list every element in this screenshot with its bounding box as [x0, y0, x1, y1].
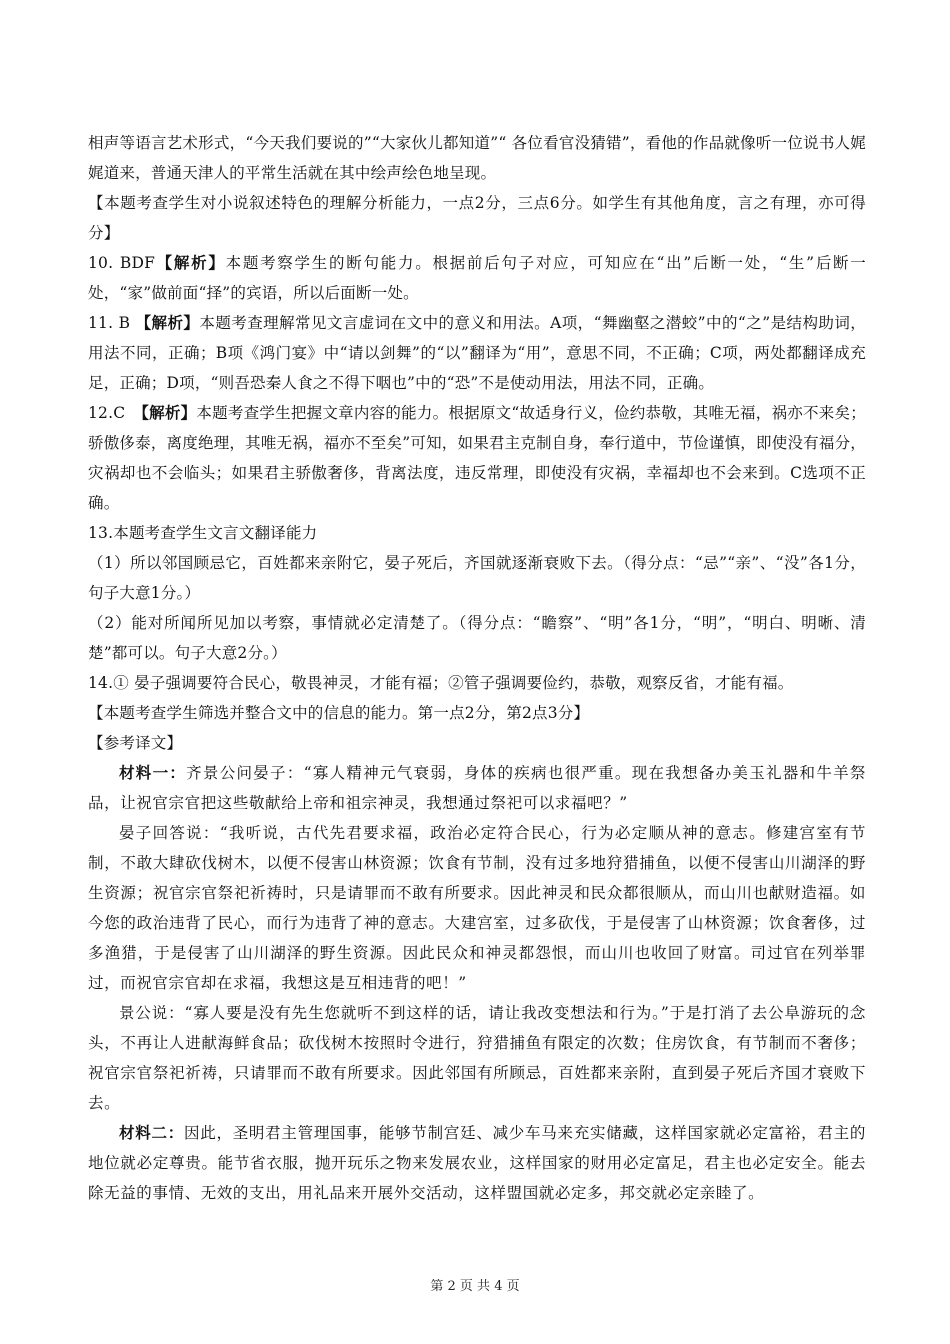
answer-q13-title: 13.本题考查学生文言文翻译能力	[88, 524, 318, 542]
answer-content	[88, 128, 866, 1208]
scoring-note-q14: 【本题考查学生筛选并整合文中的信息的能力。第一点2分，第2点3分】	[88, 704, 590, 722]
answer-q10-text: 本题考察学生的断句能力。根据前后句子对应，可知应在“出”后断一处，“生”后断一处，“家”做前面“择”的宾语，所以后面断一处。	[88, 254, 866, 302]
answer-q11-text: 本题考查理解常见文言虚词在文中的意义和用法。A项，“舞幽壑之潜蛟”中的“之”是结构助词，用法不同，正确；B项《鸿门宴》中“请以剑舞”的“以”翻译为“用”，意思不同，不正确；C项，两处都翻译成充足，正确；D项，“则吾恐秦人食之不得下咽也”中的“恐”不是使动用法，用法不同，正确。	[88, 314, 866, 392]
answer-q13-part2: （2）能对所闻所见加以考察，事情就必定清楚了。（得分点：“瞻察”、“明”各1分，“明”，“明白、明晰、清楚”都可以。句子大意2分。）	[88, 614, 866, 662]
material-two	[88, 1118, 866, 1208]
answer-q12	[88, 398, 866, 518]
analysis-tag: 【解析】	[135, 313, 200, 332]
material-one	[88, 758, 866, 818]
analysis-tag: 【解析】	[141, 403, 197, 422]
material-one-label: 材料一：	[119, 763, 187, 782]
answer-q10-number: 10. BDF	[88, 254, 156, 272]
reference-translation-title: 【参考译文】	[88, 734, 183, 752]
material-one-paragraph-3: 景公说：“寡人要是没有先生您就听不到这样的话，请让我改变想法和行为。”于是打消了去公阜游玩的念头，不再让人进献海鲜食品；砍伐树木按照时令进行，狩猎捕鱼有限定的次数；住房饮食，有节制而不奢侈；祝官宗官祭祀祈祷，只请罪而不敢有所要求。因此邻国有所顾忌，百姓都来亲附，直到晏子死后齐国才衰败下去。	[88, 1004, 866, 1112]
answer-q13-part1: （1）所以邻国顾忌它，百姓都来亲附它，晏子死后，齐国就逐渐衰败下去。（得分点：“忌”“亲”、“没”各1分，句子大意1分。）	[88, 554, 866, 602]
answer-q14: 14.① 晏子强调要符合民心，敬畏神灵，才能有福；②管子强调要俭约，恭敬，观察反省，才能有福。	[88, 674, 794, 692]
material-one-text: 齐景公问晏子：“寡人精神元气衰弱，身体的疾病也很严重。现在我想备办美玉礼器和牛羊祭品，让祝官宗官把这些敬献给上帝和祖宗神灵，我想通过祭祀可以求福吧？”	[88, 764, 866, 812]
material-one-paragraph-2: 晏子回答说：“我听说，古代先君要求福，政治必定符合民心，行为必定顺从神的意志。修建宫室有节制，不敢大肆砍伐树木，以便不侵害山林资源；饮食有节制，没有过多地狩猎捕鱼，以便不侵害山川湖泽的野生资源；祝官宗官祭祀祈祷时，只是请罪而不敢有所要求。因此神灵和民众都很顺从，而山川也献财造福。如今您的政治违背了民心，而行为违背了神的意志。大建宫室，过多砍伐，于是侵害了山林资源；饮食奢侈，过多渔猎，于是侵害了山川湖泽的野生资源。因此民众和神灵都怨恨，而山川也收回了财富。司过官在列举罪过，而祝官宗官却在求福，我想这是互相违背的吧！”	[88, 824, 866, 992]
material-two-text: 因此，圣明君主管理国事，能够节制宫廷、减少车马来充实储藏，这样国家就必定富裕，君主的地位就必定尊贵。能节省衣服，抛开玩乐之物来发展农业，这样国家的财用必定富足，君主也必定安全。能去除无益的事情、无效的支出，用礼品来开展外交活动，这样盟国就必定多，邦交就必定亲睦了。	[88, 1124, 866, 1202]
paragraph-continued: 相声等语言艺术形式，“今天我们要说的”“大家伙儿都知道”“ 各位看官没猜错”，看他的作品就像听一位说书人娓娓道来，普通天津人的平常生活就在其中绘声绘色地呈现。	[88, 134, 866, 182]
answer-q10	[88, 248, 866, 308]
answer-q12-text: 本题考查学生把握文章内容的能力。根据原文“故适身行义，俭约恭敬，其唯无福，祸亦不来矣；骄傲侈泰，离度绝理，其唯无祸，福亦不至矣”可知，如果君主克制自身，奉行道中，节俭谨慎，即使没有福分，灾祸却也不会临头；如果君主骄傲奢侈，背离法度，违反常理，即使没有灾祸，幸福却也不会来到。C选项不正确。	[88, 404, 866, 512]
answer-q12-number: 12.C	[88, 404, 142, 422]
analysis-tag: 【解析】	[155, 253, 226, 272]
answer-q11-number: 11. B	[88, 314, 136, 332]
material-two-label: 材料二：	[119, 1123, 184, 1142]
scoring-note-q9: 【本题考查学生对小说叙述特色的理解分析能力，一点2分，三点6分。如学生有其他角度，言之有理，亦可得分】	[88, 194, 866, 242]
page-number-footer: 第 2 页 共 4 页	[430, 1279, 520, 1294]
answer-q11	[88, 308, 866, 398]
